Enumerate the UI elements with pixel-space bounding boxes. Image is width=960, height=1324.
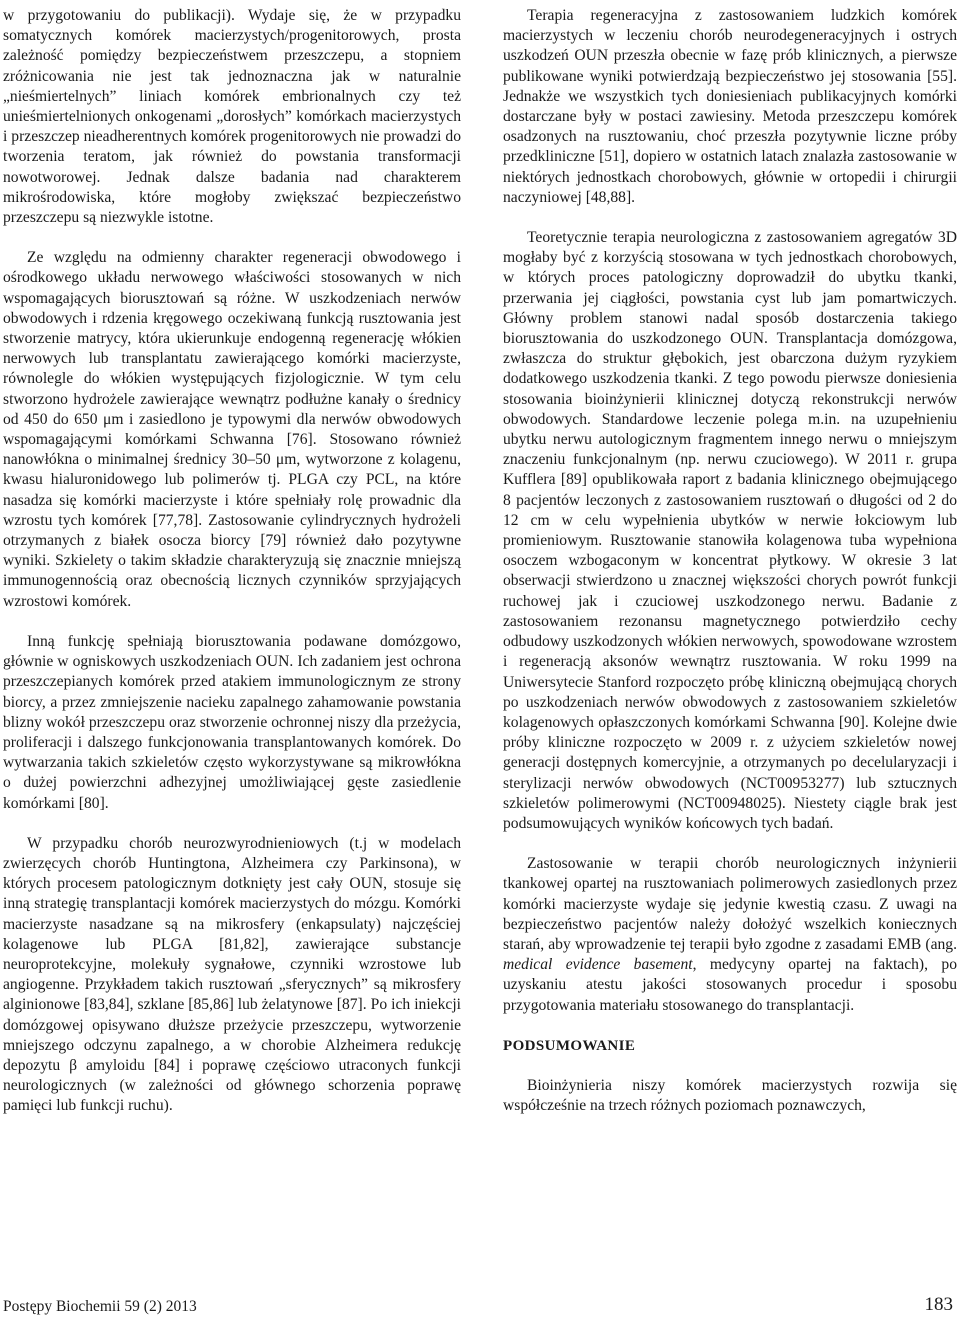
right-paragraph-3-text-b: , medycyny opartej na faktach), po uzyskaniu atestu jakości stosowanych procedur i sposobu przygotowania materiału stosowanego do transplantacji.	[503, 956, 957, 1014]
right-column	[503, 6, 957, 1116]
journal-citation: Postępy Biochemii 59 (2) 2013	[3, 1298, 197, 1315]
paragraph-gap	[503, 208, 957, 228]
paragraph-gap	[3, 814, 461, 834]
right-paragraph-3-italic-term: medical evidence basement	[503, 956, 693, 974]
paragraph-gap	[3, 612, 461, 632]
right-paragraph-1: Terapia regeneracyjna z zastosowaniem ludzkich komórek macierzystych w leczeniu chorób neurodegeneracyjnych i ostrych uszkodzeń OUN przeszła obecnie w fazę prób klinicznych, a pierwsze publikowane wyniki potwierdzają bezpieczeństwo jej stosowania [55]. Jednakże we wszystkich tych doniesieniach publikacyjnych komórki dostarczane były w postaci zawiesiny. Metoda przeszczepu komórek osadzonych na rusztowaniu, choć przeszła pozytywnie liczne próby przedkliniczne [51], dopiero w ostatnich latach znalazła zastosowanie w niektórych jednostkach chorobowych, głównie w ortopedii i chirurgii naczyniowej [48,88].	[503, 7, 957, 206]
right-paragraph-2: Teoretycznie terapia neurologiczna z zastosowaniem agregatów 3D mogłaby być z korzyścią stosowana w tych jednostkach chorobowych, w których proces patologiczny doprowadził do ubytku tkanki, przerwania jej ciągłości, powstania cyst lub jam pomartwiczych. Główny problem stanowi nadal sposób dostarczenia takiego biorusztowania do uszkodzonego OUN. Transplantacja domózgowa, zwłaszcza do struktur głębokich, jest obarczona dużym ryzykiem dodatkowego uszkodzenia tkanki. Z tego powodu pierwsze doniesienia stosowania bioinżynierii klinicznej dotyczą rekonstrukcji nerwów obwodowych. Standardowe leczenie polega m.in. na uzupełnieniu ubytku nerwu autologicznym fragmentem innego nerwu o mniejszym znaczeniu funkcjonalnym (np. nerwu czuciowego). W 2011 r. grupa Kufflera [89] opublikowała raport z badania klinicznego obejmującego 8 pacjentów leczonych z zastosowaniem rusztowań o długości od 2 do 12 cm w celu wypełnienia ubytków w nerwie łokciowym lub promieniowym. Rusztowanie stanowiła kolagenowa tuba wypełniona osoczem wzbogaconym w koncentrat płytkowy. W okresie 3 lat obserwacji stwierdzono u znacznej większości chorych powrót funkcji ruchowej jak i czuciowej uszkodzonego nerwu. Badanie z zastosowaniem rezonansu magnetycznego potwierdziło cechy odbudowy uszkodzonych włókien nerwowych, spowodowane wzrostem i regeneracją aksonów wewnątrz rusztowania. W roku 1999 na Uniwersytecie Stanford rozpoczęto próbę kliniczną obejmującą chorych po uszkodzeniach nerwów obwodowych z zastosowaniem szkieletów kolagenowych opłaszczonych komórkami Schwanna [90]. Kolejne dwie próby kliniczne rozpoczęto w 2009 r. z użyciem szkieletów nowej generacji dostępnych komercyjnie, a otrzymanych po decelularyzacji i sterylizacji nerwów obwodowych (NCT00953277) lub sztucznych szkieletów polimerowymi (NCT00948025). Niestety ciągle brak jest podsumowujących wyników końcowych tych badań.	[503, 229, 957, 832]
left-paragraph-2: Ze względu na odmienny charakter regeneracji obwodowego i ośrodkowego układu nerwowego właściwości stosowanych w nich wspomagających biorusztowań są różne. W uszkodzeniach nerwów obwodowych i rdzenia kręgowego oczekiwaną funkcją rusztowania jest stworzenie matrycy, która ukierunkuje endogenną regenerację włókien nerwowych lub transplantatu zawierającego komórki macierzyste, równolegle do włókien występujących fizjologicznie. W tym celu stworzono hydrożele zawierające wewnątrz podłużne kanały o średnicy od 450 do 650 μm i zasiedlono je typowymi dla nerwów obwodowych wspomagającymi komórkami Schwanna [76]. Stosowano również nanowłókna o minimalnej średnicy 30–50 μm, wytworzone z kolagenu, kwasu hialuronidowego lub polimerów tj. PLGA czy PCL, na które nasadza się komórki macierzyste i które spełniały rolę prowadnic dla wzrostu tych komórek [77,78]. Zastosowanie cylindrycznych hydrożeli otrzymanych z białek osocza biorcy [79] również dało pozytywne wyniki. Szkielety o takim składzie charakteryzują się znacznie mniejszą immunogennością oraz obecnością licznych czynników sprzyjających wzrostowi komórek.	[3, 249, 461, 610]
left-paragraph-4: W przypadku chorób neurozwyrodnieniowych (t.j w modelach zwierzęcych chorób Huntingtona, Alzheimera czy Parkinsona), w których procesem patologicznym dotknięty jest cały OUN, stosuje się inną strategię transplantacji komórek macierzystych do mózgu. Komórki macierzyste nasadzane są na mikrosfery (enkapsulaty) najczęściej kolagenowe lub PLGA [81,82], zawierające substancje neuroprotekcyjne, molekuły sygnałowe, czynniki wzrostowe lub angiogenne. Przykładem takich rusztowań „sferycznych” są mikrosfery alginionowe [83,84], szklane [85,86] lub żelatynowe [87]. Po ich iniekcji domózgowej opisywano dłuższe przeżycie przeszczepu, wytworzenie mniejszego odczynu zapalnego, a w chorobie Alzheimera redukcję depozytu β amyloidu [84] i poprawę częściowo utraconych funkcji neurologicznych (w zależności od głównego schorzenia poprawę pamięci lub funkcji ruchu).	[3, 834, 461, 1115]
paragraph-gap	[503, 834, 957, 854]
left-column	[3, 6, 461, 1117]
paragraph-gap	[503, 1016, 957, 1036]
right-paragraph-3	[503, 854, 957, 1016]
section-heading: PODSUMOWANIE	[503, 1037, 636, 1054]
left-paragraph-3: Inną funkcję spełniają biorusztowania podawane domózgowo, głównie w ogniskowych uszkodzeniach OUN. Ich zadaniem jest ochrona przeszczepianych komórek przed atakiem immunologicznym ze strony biorcy, a przez zmniejszenie nacieku zapalnego zahamowanie powstania blizny wokół przeszczepu oraz stworzenie ochronnej niszy dla przeżycia, proliferacji i dalszego funkcjonowania transplantowanych komórek. Do wytwarzania takich szkieletów często wykorzystywane są mikrowłókna o dużej powierzchni adhezyjnej umożliwiającej gęste zasiedlenie komórkami [80].	[3, 632, 461, 812]
page-number: 183	[924, 1294, 953, 1315]
paragraph-gap	[3, 228, 461, 248]
paragraph-gap	[503, 1056, 957, 1076]
right-paragraph-4: Bioinżynieria niszy komórek macierzystych rozwija się współcześnie na trzech różnych poziomach poznawczych,	[503, 1076, 957, 1115]
right-paragraph-3-text-a: Zastosowanie w terapii chorób neurologicznych inżynierii tkankowej opartej na rusztowaniach polimerowych zasiedlonych przez komórki macierzyste wydaje się jedynie kwestią czasu. Z uwagi na bezpieczeństwo pacjentów należy dołożyć wszelkich koniecznych starań, aby wprowadzenie tej terapii było zgodne z zasadami EMB (ang.	[503, 855, 957, 953]
left-paragraph-1: w przygotowaniu do publikacji). Wydaje się, że w przypadku somatycznych komórek macierzystych/progenitorowych, prosta zależność pomiędzy bezpieczeństwem przeszczepu, a stopniem zróżnicowania nie jest tak jednoznaczna jak w naturalnie „nieśmiertelnych” liniach komórek embrionalnych czy też unieśmiertelnionych onkogenami „dorosłych” komórkach macierzystych i przeszczep nieadherentnych komórek progenitorowych nie prowadzi do tworzenia teratom, jak również do powstania transformacji nowotworowej. Jednak dalsze badania nad charakterem mikrośrodowiska, które mogłoby zwiększać bezpieczeństwo przeszczepu są niezwykle istotne.	[3, 7, 461, 227]
